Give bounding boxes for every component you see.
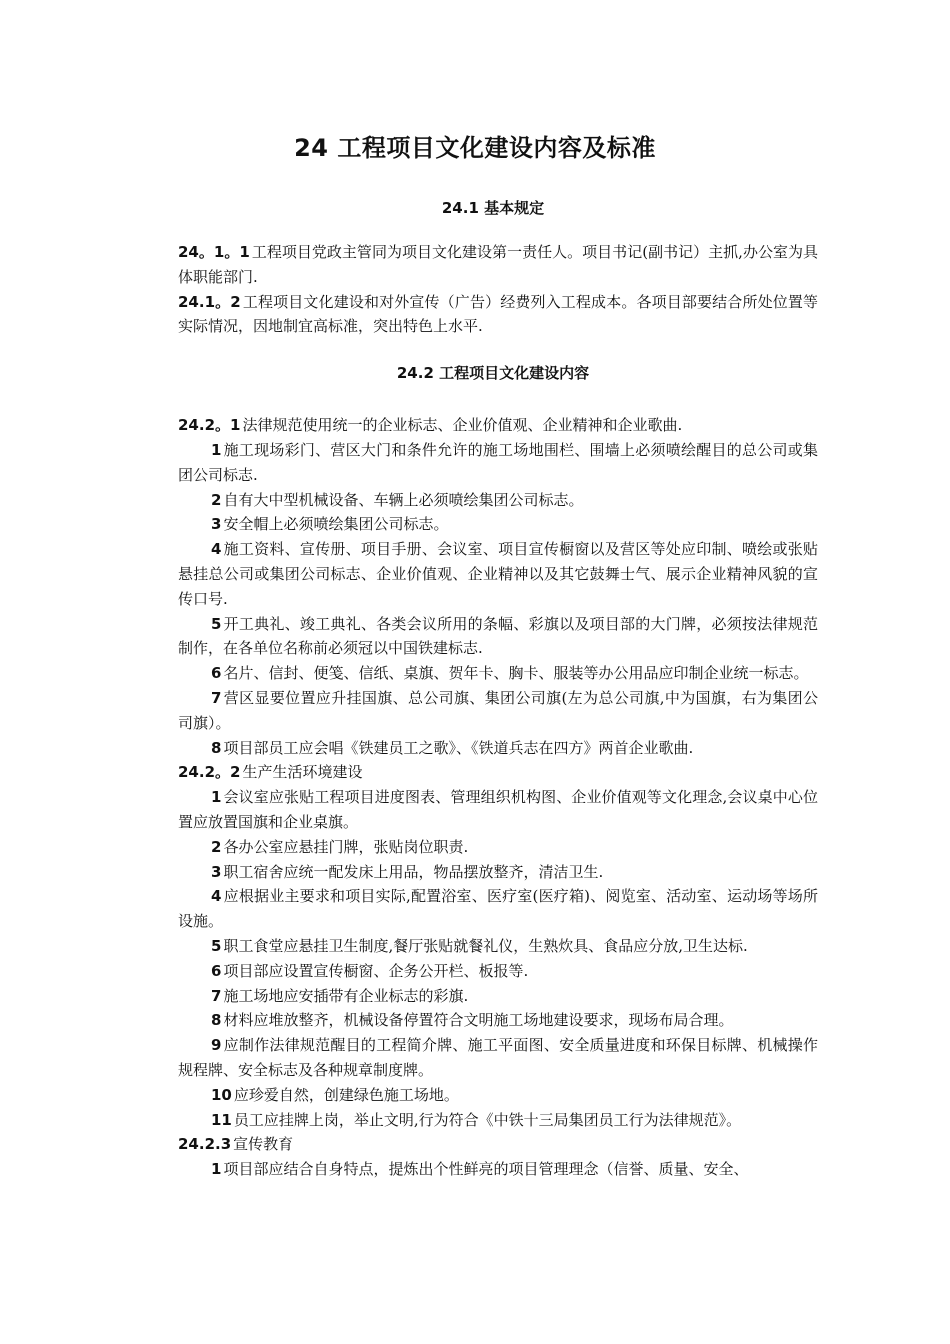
clause-text: 工程项目文化建设和对外宣传（广告）经费列入工程成本。各项目部要结合所处位置等实际情况，因地制宜高标准，突出特色上水平. <box>178 292 818 336</box>
clause-24-2-1 <box>178 413 818 438</box>
list-item: 8 材料应堆放整齐，机械设备停置符合文明施工场地建设要求，现场布局合理。 <box>211 1011 734 1030</box>
section-heading-24-2: 24.2 工程项目文化建设内容 <box>396 364 590 382</box>
list-item: 6 项目部应设置宣传橱窗、企务公开栏、板报等. <box>211 961 529 980</box>
list-item: 5 职工食堂应悬挂卫生制度,餐厅张贴就餐礼仪，生熟炊具、食品应分放,卫生达标. <box>211 936 748 955</box>
clause-number: 24。1。1 <box>178 243 250 261</box>
clause-text: 宣传教育 <box>233 1135 294 1154</box>
clause-24-2-3 <box>178 1132 818 1157</box>
clause-number: 24.2。1 <box>178 416 241 435</box>
clause-text: 法律规范使用统一的企业标志、企业价值观、企业精神和企业歌曲. <box>242 416 683 435</box>
document-title: 24 工程项目文化建设内容及标准 <box>294 134 656 162</box>
clause-number: 24.1。2 <box>178 292 241 311</box>
list-item: 4 施工资料、宣传册、项目手册、会议室、项目宣传橱窗以及营区等处应印制、喷绘或张贴悬挂总公司或集团公司标志、企业价值观、企业精神以及其它鼓舞士气、展示企业精神风貌的宣传口号. <box>178 540 818 608</box>
list-item: 3 安全帽上必须喷绘集团公司标志。 <box>211 515 449 534</box>
list-item: 1 施工现场彩门、营区大门和条件允许的施工场地围栏、围墙上必须喷绘醒目的总公司或集团公司标志. <box>178 440 818 484</box>
list-item: 5 开工典礼、竣工典礼、各类会议所用的条幅、彩旗以及项目部的大门牌，必须按法律规范制作，在各单位名称前必须冠以中国铁建标志. <box>178 614 818 658</box>
list-item: 4 应根据业主要求和项目实际,配置浴室、医疗室(医疗箱)、阅览室、活动室、运动场等场所设施。 <box>178 887 818 931</box>
list-item: 2 自有大中型机械设备、车辆上必须喷绘集团公司标志。 <box>211 490 584 509</box>
section-heading-24-1: 24.1 基本规定 <box>441 199 545 217</box>
document-body <box>178 240 818 1182</box>
clause-number: 24.2.3 <box>178 1135 232 1154</box>
clause-24-1-2 <box>178 290 818 340</box>
clause-number: 24.2。2 <box>178 763 241 782</box>
list-item: 7 施工场地应安插带有企业标志的彩旗. <box>211 986 469 1005</box>
list-item: 3 职工宿舍应统一配发床上用品，物品摆放整齐，清洁卫生. <box>211 862 604 881</box>
list-item: 11 员工应挂牌上岗，举止文明,行为符合《中铁十三局集团员工行为法律规范》。 <box>211 1110 742 1129</box>
list-item: 9 应制作法律规范醒目的工程简介牌、施工平面图、安全质量进度和环保目标牌、机械操作规程牌、安全标志及各种规章制度牌。 <box>178 1036 818 1079</box>
list-item: 10 应珍爱自然，创建绿色施工场地。 <box>211 1085 459 1104</box>
list-item: 7 营区显要位置应升挂国旗、总公司旗、集团公司旗(左为总公司旗,中为国旗，右为集团公司旗）。 <box>178 688 818 732</box>
list-item: 1 项目部应结合自身特点，提炼出个性鲜亮的项目管理理念（信誉、质量、安全、 <box>211 1160 749 1179</box>
clause-text: 工程项目党政主管同为项目文化建设第一责任人。项目书记(副书记）主抓,办公室为具体职能部门. <box>178 243 819 286</box>
list-item: 6 名片、信封、便笺、信纸、桌旗、贺年卡、胸卡、服装等办公用品应印制企业统一标志。 <box>211 664 809 683</box>
clause-text: 生产生活环境建设 <box>242 763 363 782</box>
clause-24-1-1 <box>178 240 818 290</box>
list-item: 1 会议室应张贴工程项目进度图表、管理组织机构图、企业价值观等文化理念,会议桌中心位置应放置国旗和企业桌旗。 <box>178 788 818 831</box>
clause-24-2-2 <box>178 760 818 785</box>
list-item: 2 各办公室应悬挂门牌，张贴岗位职责. <box>211 837 469 856</box>
heading-gap <box>178 339 818 413</box>
list-item: 8 项目部员工应会唱《铁建员工之歌》、《铁道兵志在四方》两首企业歌曲. <box>211 738 694 757</box>
